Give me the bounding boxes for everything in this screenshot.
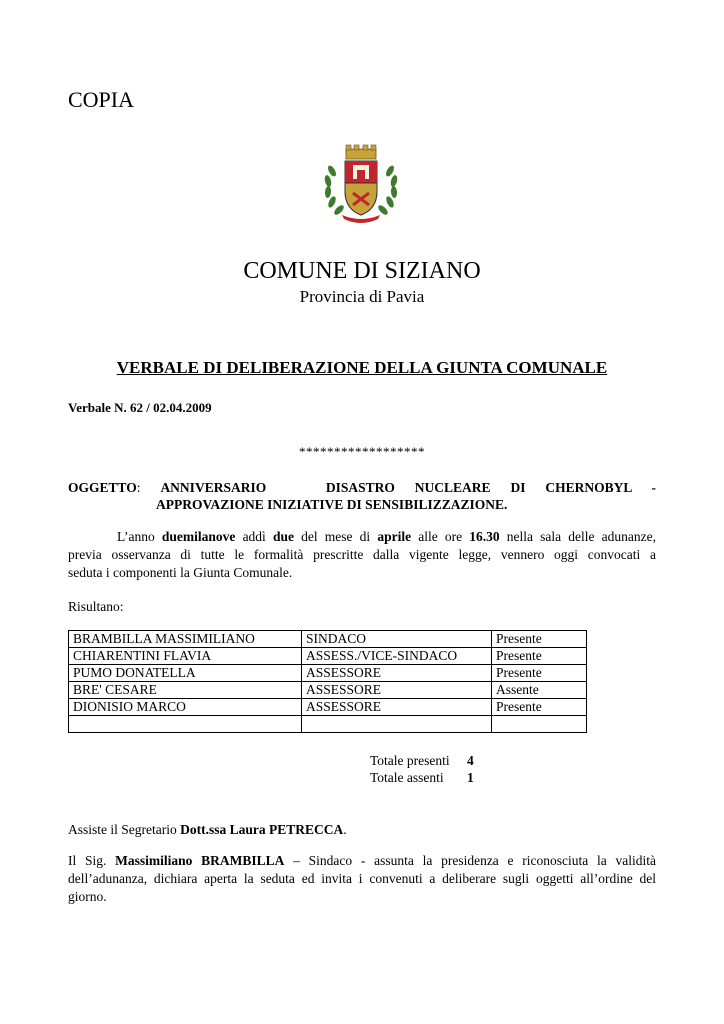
day: due <box>272 529 294 544</box>
member-name: PUMO DONATELLA <box>69 665 302 682</box>
member-role: ASSESSORE <box>302 682 492 699</box>
member-name: BRE' CESARE <box>69 682 302 699</box>
totals-absent-label: Totale assenti <box>370 770 444 785</box>
municipality-title: COMUNE DI SIZIANO <box>243 258 481 284</box>
subject-label: OGGETTO <box>68 480 137 495</box>
table-row <box>69 682 587 699</box>
totals-present <box>370 752 474 769</box>
member-status: Presente <box>492 648 587 665</box>
attendance-table <box>68 630 587 733</box>
member-role: SINDACO <box>302 631 492 648</box>
text: alle ore <box>411 529 470 544</box>
table-row <box>69 699 587 716</box>
member-role: ASSESSORE <box>302 699 492 716</box>
text: Assiste il Segretario <box>68 822 181 837</box>
secretary-name: Dott.ssa Laura PETRECCA <box>180 822 344 837</box>
intro-paragraph-line: seduta i componenti la Giunta Comunale. <box>68 565 293 580</box>
presidency-paragraph-line: giorno. <box>68 889 107 904</box>
secretary-line <box>68 821 347 839</box>
subject-word: NUCLEARE <box>414 480 491 495</box>
document-heading: VERBALE DI DELIBERAZIONE DELLA GIUNTA COMUNALE <box>116 358 608 377</box>
member-status <box>492 716 587 733</box>
member-name: DIONISIO MARCO <box>69 699 302 716</box>
text: del mese di <box>293 529 378 544</box>
presidency-paragraph-line: dell’adunanza, dichiara aperta la seduta ed invita i convenuti a deliberare sugli oggetti all’ordine del <box>68 871 656 886</box>
subject-word: ANNIVERSARIO <box>160 480 267 495</box>
totals-absent <box>370 769 474 786</box>
text: – Sindaco - assunta la presidenza e riconosciuta la validità <box>284 853 656 868</box>
member-name: BRAMBILLA MASSIMILIANO <box>69 631 302 648</box>
member-status: Presente <box>492 699 587 716</box>
text: L’anno <box>117 529 162 544</box>
intro-paragraph-line: previa osservanza di tutte le formalità prescritte dalla vigente legge, vennero oggi convocati a <box>68 547 656 562</box>
totals-present-value: 4 <box>467 753 474 768</box>
mayor-name: Massimiliano BRAMBILLA <box>115 853 285 868</box>
totals <box>370 752 474 786</box>
totals-absent-value: 1 <box>467 770 474 785</box>
subject-word: DI <box>510 480 526 495</box>
member-status: Presente <box>492 665 587 682</box>
minutes-number: Verbale N. 62 / 02.04.2009 <box>68 400 212 415</box>
totals-present-label: Totale presenti <box>370 753 450 768</box>
member-status: Presente <box>492 631 587 648</box>
text: addì <box>235 529 273 544</box>
text: Il Sig. <box>68 853 116 868</box>
attendance-label: Risultano: <box>68 599 124 614</box>
subject-word: DISASTRO <box>325 480 395 495</box>
intro-paragraph-line <box>117 528 656 546</box>
member-name <box>69 716 302 733</box>
table-row <box>69 631 587 648</box>
text: nella sala delle adunanze, <box>499 529 657 544</box>
member-role: ASSESSORE <box>302 665 492 682</box>
member-role <box>302 716 492 733</box>
member-role: ASSESS./VICE-SINDACO <box>302 648 492 665</box>
presidency-paragraph-line <box>68 852 656 870</box>
subject-continuation: APPROVAZIONE INIZIATIVE DI SENSIBILIZZAZIONE. <box>156 497 508 512</box>
subject-word: - <box>651 480 657 495</box>
municipal-coat-of-arms-icon <box>318 143 404 227</box>
subject-line <box>68 479 656 497</box>
member-name: CHIARENTINI FLAVIA <box>69 648 302 665</box>
separator: ****************** <box>299 444 425 459</box>
table-row <box>69 648 587 665</box>
copy-label: COPIA <box>68 87 135 112</box>
subject-word: CHERNOBYL <box>545 480 632 495</box>
time: 16.30 <box>469 529 500 544</box>
month: aprile <box>377 529 412 544</box>
province-subtitle: Provincia di Pavia <box>299 287 425 306</box>
table-row <box>69 716 587 733</box>
member-status: Assente <box>492 682 587 699</box>
text: . <box>343 822 347 837</box>
year: duemilanove <box>161 529 236 544</box>
table-row <box>69 665 587 682</box>
subject-colon: : <box>136 480 141 495</box>
